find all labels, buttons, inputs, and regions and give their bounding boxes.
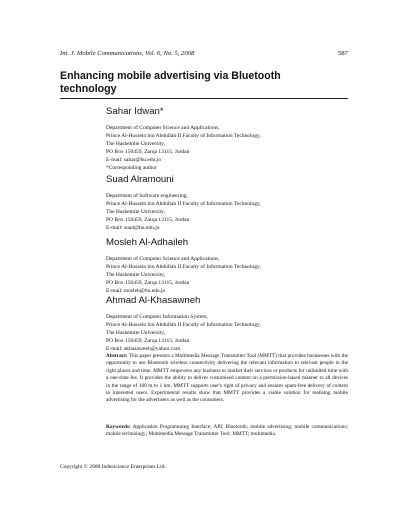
author-block <box>106 295 348 354</box>
author-block <box>106 237 348 296</box>
abstract-text: This paper presents a Multimedia Message Transmitter Tool (MMTT) that provides businesses with the opportunity to use Bluetooth wireless connectivity delivering the relevant information to relevant people in the right places and time. MMTT empowers any business to market their services or products for unlimited time with a one-time fee. It provides the ability to deliver customised content on a permission-based manner to all devices in the range of 100 m to 1 km. MMTT supports user's right of privacy and ensures spam-free delivery of content to interested users. Experimental results show that MMTT provides a viable solution for realising mobile advertising for the advertisers as well as the consumers. <box>106 353 348 404</box>
abstract-label: Abstract: <box>106 353 128 359</box>
author-affiliation <box>106 193 348 233</box>
abstract <box>106 353 348 405</box>
affiliation-line: Department of Computer Science and Applications, <box>106 125 220 131</box>
title-rule <box>60 98 348 99</box>
author-name: Ahmad Al-Khasawneh <box>106 295 201 306</box>
author-email: E-mail: akhasawneh@yahoo.com <box>106 345 181 352</box>
author-name: Sahar Idwan* <box>106 106 164 117</box>
running-header <box>60 50 348 62</box>
affiliation-line: Department of Computer Science and Applications, <box>106 256 220 262</box>
journal-citation: Int. J. Mobile Communications, Vol. 6, No. 5, 2008 <box>60 50 195 57</box>
affiliation-line: Department of Computer Information System, <box>106 314 208 320</box>
affiliation-line: Prince Al-Hussein bin Abdullah II Faculty of Information Technology, <box>106 200 261 207</box>
affiliation-line: PO Box 150459, Zarqa 13115, Jordan <box>106 337 190 344</box>
keywords <box>106 424 348 439</box>
affiliation-line: The Hashemite University, <box>106 329 166 336</box>
author-email: E-mail: suad@hu.edu.jo <box>106 224 160 231</box>
affiliation-line: PO Box 150459, Zarqa 13115, Jordan <box>106 148 190 155</box>
affiliation-line: The Hashemite University, <box>106 140 166 147</box>
affiliation-line: Department of Software engineering, <box>106 193 188 199</box>
corresponding-author-note: *Corresponding author <box>106 164 157 171</box>
page-number: 587 <box>338 50 348 57</box>
author-email: E-mail: sahar@hu.edu.jo <box>106 156 162 163</box>
author-affiliation <box>106 314 348 354</box>
affiliation-line: The Hashemite University, <box>106 208 166 215</box>
author-name: Suad Alramouni <box>106 174 174 185</box>
affiliation-line: Prince Al-Hussein bin Abdullah II Faculty of Information Technology, <box>106 132 261 139</box>
author-affiliation <box>106 256 348 296</box>
affiliation-line: PO Box 150459, Zarqa 13115, Jordan <box>106 216 190 223</box>
author-affiliation <box>106 125 348 172</box>
paper-title: Enhancing mobile advertising via Bluetooth technology <box>60 70 281 95</box>
author-name: Mosleh Al-Adhaileh <box>106 237 189 248</box>
affiliation-line: Prince Al-Hussein bin Abdullah II Faculty of Information Technology, <box>106 263 261 270</box>
author-block <box>106 106 348 172</box>
keywords-label: Keywords: <box>106 424 131 430</box>
author-block <box>106 174 348 233</box>
copyright-notice: Copyright © 2008 Inderscience Enterprises Ltd. <box>60 464 166 470</box>
author-email: E-mail: mosleh@hu.edu.jo <box>106 287 166 294</box>
affiliation-line: The Hashemite University, <box>106 271 166 278</box>
keywords-text: Application Programming Interface; API; Bluetooth; mobile advertising; mobile communications; mobile technology; Multimedia Message Transmitter Tool; MMTT; multimedia. <box>106 424 348 438</box>
affiliation-line: PO Box 150459, Zarqa 13115, Jordan <box>106 279 190 286</box>
affiliation-line: Prince Al-Hussein bin Abdullah II Faculty of Information Technology, <box>106 321 261 328</box>
